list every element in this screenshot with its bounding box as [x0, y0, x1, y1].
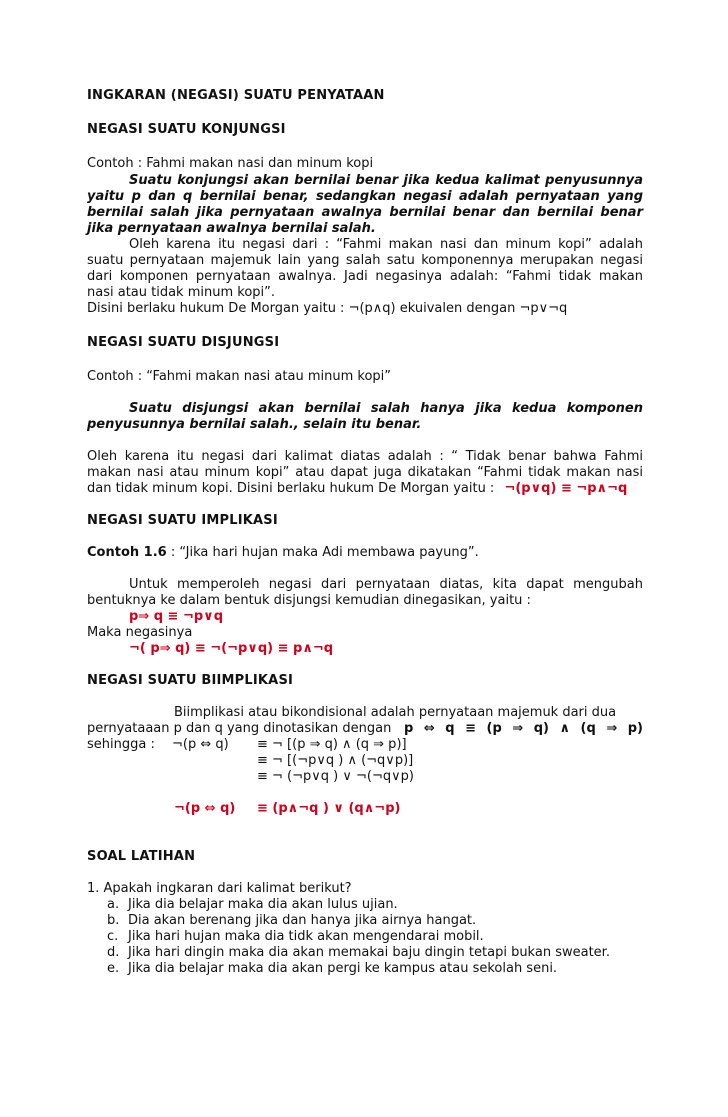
- list-item: [107, 913, 477, 929]
- contoh-konjungsi: Contoh : Fahmi makan nasi dan minum kopi: [87, 156, 374, 171]
- para-konjungsi-line: dari komponen pernyataan awalnya. Jadi negasinya adalah: “Fahmi tidak makan: [87, 269, 643, 284]
- def-konjungsi-line: bernilai salah jika pernyataan awalnya bernilai benar dan bernilai benar: [87, 205, 643, 220]
- list-item-letter: e.: [107, 961, 120, 976]
- def-disjungsi-line: penyusunnya bernilai salah., selain itu benar.: [87, 417, 422, 432]
- para-disjungsi-line: makan nasi atau minum kopi” atau dapat juga dikatakan “Fahmi tidak makan nasi: [87, 465, 643, 480]
- para-disjungsi-text: dan tidak minum kopi. Disini berlaku hukum De Morgan yaitu :: [87, 481, 495, 496]
- list-item-letter: d.: [107, 945, 120, 960]
- list-item: [107, 897, 398, 913]
- biimplikasi-step: ≡ ¬ (¬p∨q ) ∨ ¬(¬q∨p): [257, 769, 414, 784]
- list-item-text: Jika dia belajar maka dia akan lulus ujian.: [128, 897, 398, 912]
- formula-disjungsi: ¬(p∨q) ≡ ¬p∧¬q: [504, 481, 628, 496]
- para-konjungsi-line: Oleh karena itu negasi dari : “Fahmi makan nasi dan minum kopi” adalah: [129, 237, 643, 252]
- contoh-disjungsi: Contoh : “Fahmi makan nasi atau minum kopi”: [87, 369, 391, 384]
- list-item-text: Jika hari hujan maka dia tidk akan mengendarai mobil.: [128, 929, 484, 944]
- list-item-text: Jika dia belajar maka dia akan pergi ke kampus atau sekolah seni.: [128, 961, 558, 976]
- demorgan-konjungsi: Disini berlaku hukum De Morgan yaitu : ¬(p∧q) ekuivalen dengan ¬p∨¬q: [87, 301, 568, 316]
- heading-disjungsi: NEGASI SUATU DISJUNGSI: [87, 335, 280, 350]
- para-disjungsi-line: Oleh karena itu negasi dari kalimat diatas adalah : “ Tidak benar bahwa Fahmi: [87, 449, 643, 464]
- heading-konjungsi: NEGASI SUATU KONJUNGSI: [87, 122, 286, 137]
- para-konjungsi-line: nasi atau tidak minum kopi”.: [87, 285, 276, 300]
- biimplikasi-formula: p ⇔ q ≡ (p ⇒ q) ∧ (q ⇒ p): [404, 721, 643, 736]
- contoh-text: : “Jika hari hujan maka Adi membawa payung”.: [166, 545, 479, 560]
- biimplikasi-step: ≡ ¬ [(p ⇒ q) ∧ (q ⇒ p)]: [257, 737, 407, 752]
- heading-soal: SOAL LATIHAN: [87, 849, 196, 864]
- def-konjungsi-line: yaitu p dan q bernilai benar, sedangkan negasi adalah pernyataan yang: [87, 189, 643, 204]
- biimplikasi-line-2-text: pernyataaan p dan q yang dinotasikan dengan: [87, 721, 392, 736]
- biimplikasi-result-lhs: ¬(p ⇔ q): [174, 801, 236, 816]
- biimplikasi-result-rhs: ≡ (p∧¬q ) ∨ (q∧¬p): [257, 801, 401, 816]
- contoh-label: Contoh 1.6: [87, 545, 167, 560]
- contoh-implikasi: [87, 545, 479, 561]
- soal-question-1: 1. Apakah ingkaran dari kalimat berikut?: [87, 881, 352, 896]
- formula-implikasi-2: ¬( p⇒ q) ≡ ¬(¬p∨q) ≡ p∧¬q: [129, 641, 334, 656]
- page-title: INGKARAN (NEGASI) SUATU PENYATAAN: [87, 88, 385, 103]
- biimplikasi-line-2: [87, 721, 643, 737]
- para-konjungsi-line: suatu pernyataan majemuk lain yang salah satu komponennya merupakan negasi: [87, 253, 643, 268]
- list-item-letter: c.: [107, 929, 119, 944]
- list-item-letter: b.: [107, 913, 120, 928]
- def-konjungsi-line: Suatu konjungsi akan bernilai benar jika kedua kalimat penyusunnya: [129, 173, 643, 188]
- para-implikasi-line: Untuk memperoleh negasi dari pernyataan diatas, kita dapat mengubah: [129, 577, 643, 592]
- list-item-letter: a.: [107, 897, 120, 912]
- maka-negasinya: Maka negasinya: [87, 625, 193, 640]
- heading-biimplikasi: NEGASI SUATU BIIMPLIKASI: [87, 673, 294, 688]
- list-item: [107, 929, 484, 945]
- heading-implikasi: NEGASI SUATU IMPLIKASI: [87, 513, 278, 528]
- list-item: [107, 945, 610, 961]
- def-disjungsi-line: Suatu disjungsi akan bernilai salah hanya jika kedua komponen: [129, 401, 643, 416]
- biimplikasi-lhs: ¬(p ⇔ q): [172, 737, 229, 752]
- def-konjungsi-line: jika pernyataan awalnya bernilai salah.: [87, 221, 376, 236]
- biimplikasi-line-1: Biimplikasi atau bikondisional adalah pernyataan majemuk dari dua: [174, 705, 617, 720]
- list-item: [107, 961, 558, 977]
- formula-implikasi-1: p⇒ q ≡ ¬p∨q: [129, 609, 224, 624]
- biimplikasi-step: ≡ ¬ [(¬p∨q ) ∧ (¬q∨p)]: [257, 753, 414, 768]
- list-item-text: Jika hari dingin maka dia akan memakai baju dingin tetapi bukan sweater.: [128, 945, 610, 960]
- para-implikasi-line: bentuknya ke dalam bentuk disjungsi kemudian dinegasikan, yaitu :: [87, 593, 531, 608]
- list-item-text: Dia akan berenang jika dan hanya jika airnya hangat.: [128, 913, 477, 928]
- sehingga-label: sehingga :: [87, 737, 155, 752]
- para-disjungsi-line: [87, 481, 627, 497]
